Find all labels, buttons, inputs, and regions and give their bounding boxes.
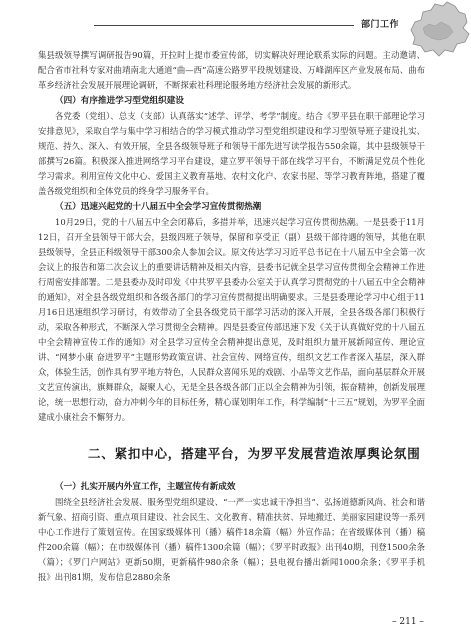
subsection-heading-1: （一）扎实开展内外宣工作，主题宣传有新成效 bbox=[55, 482, 236, 492]
body-paragraph: 集县级领导撰写调研报告90篇，开拉时上提市委宣传部，切实解决好理论联系实际的问题。主动邀请、配合省市社科专家对曲靖南北大通道“曲—西”高速公路罗平段规划建设、万峰湖库区产业发展布局、曲布革乡经济社会发展开展理论调研，不断探索社科理论服务地方经济社会发展的新形式。 bbox=[38, 50, 425, 90]
subsection-text-5: 10月29日，党的十八届五中全会闭幕后，多措并举，迅速兴起学习宣传贯彻热潮。一是县委于11月12日，召开全县领导干部大会，县级四班子领导，保留和享受正（副）县级干部待遇的领导，其他在职县级领导，全县正科级领导干部300余人参加会议。原文传达学习习近平总书记在十八届五中全会第一次会议上的报告和第二次会议上的重要讲话精神及相关内容，县委书记就全县学习宣传贯彻全会精神工作进行周密安排部署。二是县委办及时印发《中共罗平县委办公室关于认真学习贯彻党的十八届五中全会精神的通知》，对全县各级党组织和各级各部门的学习宣传贯彻提出明确要求。三是县委理论学习中心组于11月16日迅速组织学习研讨，有效带动了全县各级党员干部学习活动的深入开展，全县各级各部门积极行动，采取各种形式，不断深入学习贯彻全会精神。四是县委宣传部迅速下发《关于认真做好党的十八届五中全会精神宣传工作的通知》对全县学习宣传全会精神提出意见，及时组织力量开展新闻宣传、理论宣讲、“网梦小康 奋进罗平”主题形势政策宣讲、社会宣传、网络宣传，组织文艺工作者深入基层，深入群众，体验生活，创作具有罗平地方特色，人民群众喜闻乐见的戏剧、小品等文艺作品，面向基层群众开展文艺宣传演出，旗舞群众，凝聚人心，无是全县各级各部门正以全会精神为引领，振奋精神，创新发展理论，统一思想行动，奋力冲刺今年的目标任务，精心谋划明年工作，科学编制“十三五”规划，为罗平全面建成小康社会不懈努力。 bbox=[38, 217, 425, 422]
chapter-title: 二、紧扣中心，搭建平台，为罗平发展营造浓厚舆论氛围 bbox=[88, 446, 421, 461]
subsection-text-4: 各党委（党组）、总支（支部）认真落实“述学、评学、考学”制度。结合《罗平县在职干部理论学习安排意见》，采取自学与集中学习相结合的学习模式推动学习型党组织建设和学习型领导班子建设扎实、规范、持久、深入、有效开展，全县各级领导班子和领导干部先进写读学报告550余篇，其中县级领导干部撰写26篇。积极深入推进网络学习平台建设，建立罗平领导干部在线学习平台，不断满足党员个性化学习需求。利用宣传文化中心、爱国主义教育基地、农村文化户、农家书屋、等学习教育阵地，搭建了覆盖各级党组织和全体党员的终身学习服务平台。 bbox=[38, 111, 425, 196]
page-body bbox=[38, 48, 425, 585]
subsection-heading-5: （五）迅速兴起党的十八届五中全会学习宣传贯彻热潮 bbox=[55, 202, 262, 212]
page-header bbox=[0, 0, 471, 40]
subsection-text-1: 围绕全县经济社会发展、服务型党组织建设、“一严一实忠诚干净担当”、弘扬道德新风尚、社会和谐新气象、招商引资、重点项目建设、社会民生、文化教育、精准扶贫、异地搬迁、美丽家园建设等一系列中心工作进行了策划宣传。在国家级媒体刊（播）稿件18余篇（幅）外宣作品；在省级媒体刊（播）稿件200余篇（幅）；在市级媒体刊（播）稿件1300余篇（幅）；《罗平时政报》出刊40期，刊登1500余条（篇）；《罗门户网站》更新50期，更新稿件980余条（幅）；县电视台播出新闻1000余条；《罗平手机报》出刊81期，发布信息2880余条 bbox=[38, 497, 425, 582]
subsection-heading-4: （四）有序推进学习型党组织建设 bbox=[55, 96, 184, 106]
header-rule bbox=[94, 25, 354, 26]
section-label: 部门工作 bbox=[361, 20, 400, 30]
page-number: – 211 – bbox=[392, 617, 424, 627]
